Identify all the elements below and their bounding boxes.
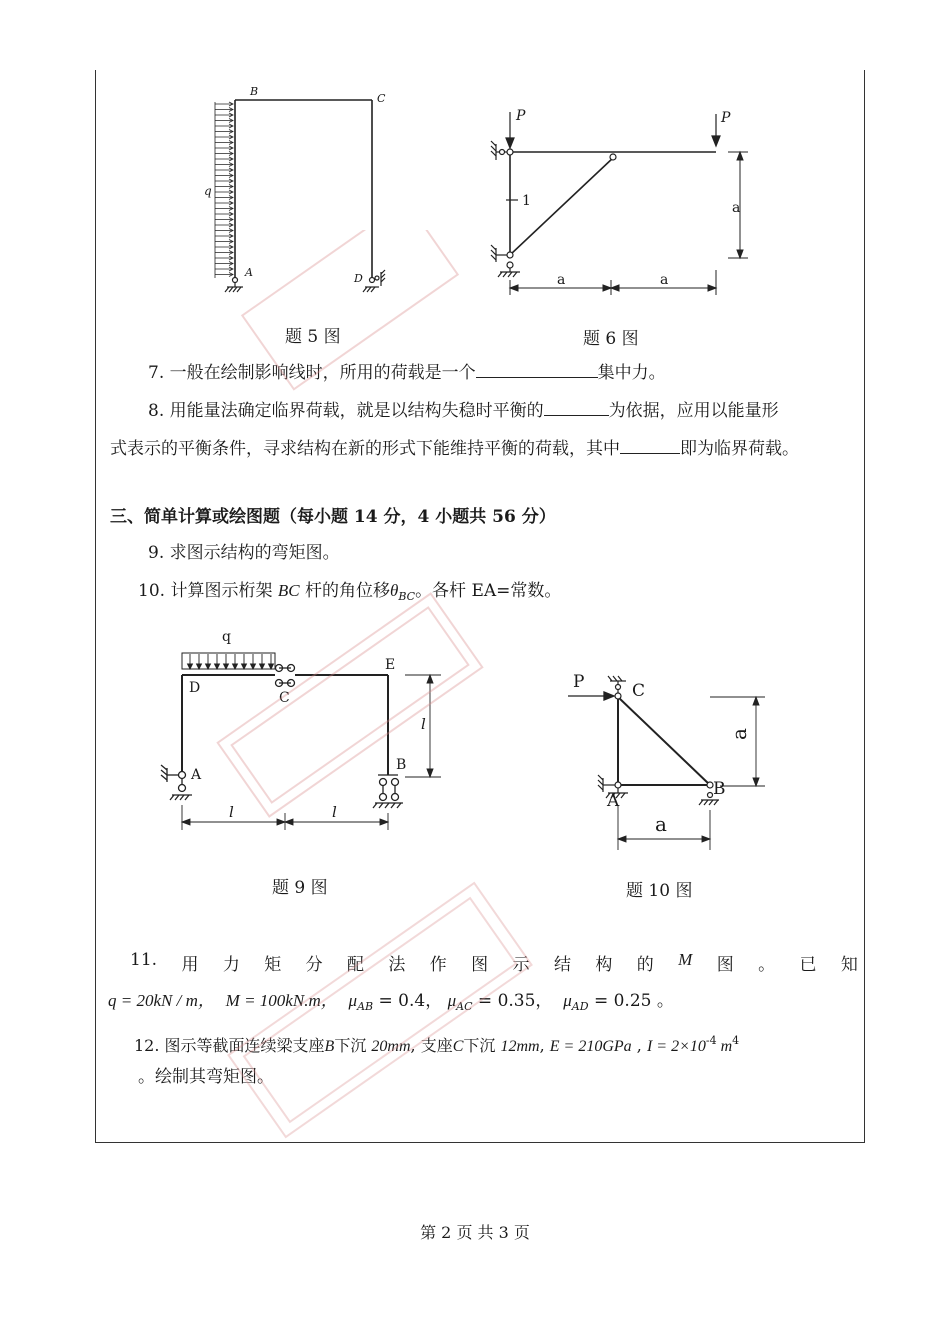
q12-settlement-B: 20mm	[371, 1038, 411, 1055]
figure-9	[145, 625, 455, 855]
q12-modulus: E = 210GPa	[549, 1038, 632, 1055]
q11-word: 示	[512, 955, 530, 975]
fig6-label-1: 1	[522, 193, 531, 209]
fig6-label-a2: a	[660, 272, 669, 288]
q11-mu-ac-sub: AC	[456, 1000, 473, 1013]
q11-mu-ac: μ	[447, 991, 457, 1010]
load-arrow-head	[197, 664, 202, 669]
fig10-caption: 题 10 图	[626, 881, 693, 901]
fig9-label-l1: l	[229, 803, 234, 821]
fig9-label-B: B	[396, 757, 407, 773]
figure-6	[470, 100, 770, 305]
fig9-label-l2: l	[332, 803, 337, 821]
fig6-label-P1: P	[516, 108, 526, 124]
figure-10	[560, 665, 780, 860]
load-arrow-head	[269, 664, 274, 669]
q12-inertia-exp: -4	[705, 1034, 717, 1047]
question-12-line-2: 。绘制其弯矩图。	[138, 1067, 274, 1087]
section-3-title: 三、简单计算或绘图题（每小题 14 分，4 小题共 56 分）	[110, 507, 556, 527]
question-8-line-2	[110, 438, 799, 460]
q11-q-value: q = 20kN / m，	[108, 991, 215, 1010]
q12-part: 下沉	[334, 1036, 372, 1055]
fig9-label-q: q	[222, 629, 231, 645]
load-arrow-head	[188, 664, 193, 669]
load-arrow-head	[206, 664, 211, 669]
q11-word: 的	[636, 955, 654, 975]
q8-blank-1	[544, 400, 609, 416]
load-arrow-head	[251, 664, 256, 669]
q12-inertia: I = 2×10	[646, 1038, 706, 1055]
q11-word: 力	[222, 955, 240, 975]
q10-middle: 杆的角位移	[299, 581, 390, 601]
fig9-label-l-vert: l	[421, 715, 426, 733]
fig9-label-E: E	[385, 657, 396, 673]
page-footer: 第 2 页 共 3 页	[420, 1223, 530, 1242]
q11-word: M	[678, 950, 693, 969]
q12-inertia-unit: m	[716, 1038, 733, 1055]
q11-mu-ab-sub: AB	[357, 1000, 374, 1013]
q10-after: 。各杆 EA=常数。	[415, 581, 562, 601]
q11-word: 图	[716, 955, 734, 975]
q11-word: 法	[388, 955, 406, 975]
q11-word: 矩	[264, 955, 282, 975]
load-arrow-head	[224, 664, 229, 669]
q8-line1-after: 为依据，应用以能量形	[608, 401, 779, 421]
q11-word: 已	[799, 955, 817, 975]
question-11-line-1	[130, 950, 858, 975]
fig9-label-D: D	[189, 680, 201, 696]
q12-support-C: C	[452, 1038, 464, 1055]
q11-word: 。	[758, 955, 776, 975]
fig9-label-A: A	[191, 767, 202, 783]
question-12-line-1	[134, 1030, 739, 1058]
q11-word: 分	[305, 955, 323, 975]
q11-word: 结	[553, 955, 571, 975]
q11-mu-ad-val: = 0.25 。	[588, 991, 674, 1011]
q8-line2-after: 即为临界荷载。	[680, 439, 799, 459]
fig10-label-a-vert: a	[727, 728, 751, 740]
fig10-label-C: C	[632, 681, 646, 701]
fig10-label-A: A	[607, 791, 620, 811]
q11-M-value: M = 100kN.m，	[225, 991, 338, 1010]
q8-line2-before: 式表示的平衡条件，寻求结构在新的形式下能维持平衡的荷载，其中	[110, 439, 620, 459]
q12-support-B: B	[324, 1038, 335, 1055]
q12-part: 下沉	[463, 1036, 501, 1055]
q8-line1-before: 8. 用能量法确定临界荷载，就是以结构失稳时平衡的	[148, 401, 544, 421]
question-8-line-1	[148, 400, 779, 422]
fig6-label-P2: P	[721, 110, 731, 126]
q10-before: 10. 计算图示桁架	[138, 581, 278, 601]
fig5-caption: 题 5 图	[285, 327, 341, 347]
fig9-caption: 题 9 图	[272, 878, 328, 898]
fig10-label-a-horiz: a	[655, 812, 667, 836]
fig5-label-A: A	[245, 266, 253, 279]
q12-part: ,	[539, 1036, 550, 1055]
figure-5	[195, 80, 415, 300]
q11-word: 构	[595, 955, 613, 975]
q11-mu-ad-sub: AD	[571, 1000, 589, 1013]
question-7	[148, 362, 666, 384]
q11-mu-ac-val: = 0.35，	[472, 991, 553, 1011]
q11-word: 用	[181, 955, 199, 975]
q12-part: ,	[631, 1036, 647, 1055]
fig10-label-B: B	[713, 779, 726, 799]
q11-mu-ab: μ	[348, 991, 358, 1010]
q11-word: 配	[347, 955, 364, 975]
fig5-label-q: q	[204, 184, 212, 198]
q12-part: 12. 图示等截面连续梁支座	[134, 1036, 325, 1055]
load-arrow-head	[260, 664, 265, 669]
question-10	[138, 580, 561, 608]
fig5-label-B: B	[250, 85, 259, 98]
q11-word: 作	[429, 955, 447, 975]
question-9: 9. 求图示结构的弯矩图。	[148, 543, 340, 563]
fig9-label-C: C	[279, 690, 290, 706]
q10-theta-sub: BC	[398, 590, 416, 603]
fig5-label-C: C	[377, 92, 386, 105]
q11-mu-ab-val: = 0.4，	[373, 991, 443, 1011]
question-11-line-2	[108, 990, 674, 1018]
q12-part: , 支座	[410, 1036, 453, 1055]
q10-theta: θ	[389, 581, 399, 600]
fig6-label-a1: a	[557, 272, 566, 288]
load-arrow-head	[233, 664, 238, 669]
q11-word: 图	[471, 955, 489, 975]
fig6-label-a-vert: a	[732, 200, 741, 216]
q11-word: 11.	[130, 950, 158, 970]
fig6-caption: 题 6 图	[583, 329, 639, 349]
q7-blank	[476, 362, 598, 378]
q7-text-before: 7. 一般在绘制影响线时，所用的荷载是一个	[148, 363, 476, 383]
q10-member: BC	[277, 581, 300, 600]
q11-word: 知	[840, 955, 858, 975]
q11-mu-ad: μ	[563, 991, 572, 1010]
q7-text-after: 集中力。	[597, 363, 666, 383]
fig10-label-P: P	[573, 672, 585, 692]
q8-blank-2	[620, 438, 680, 454]
load-arrow-head	[242, 664, 247, 669]
fig5-label-D: D	[354, 272, 363, 285]
load-arrow-head	[215, 664, 220, 669]
q12-settlement-C: 12mm	[500, 1038, 540, 1055]
q12-inertia-unit-exp: 4	[732, 1034, 740, 1047]
